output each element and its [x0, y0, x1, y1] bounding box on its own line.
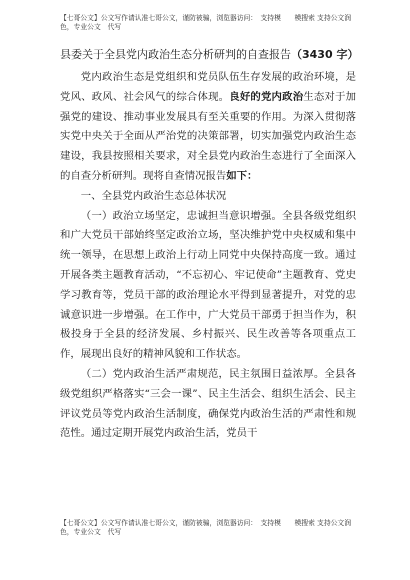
document-body [60, 68, 356, 444]
title-text: 县委关于全县党内政治生态分析研判的自查报告 [60, 48, 291, 61]
intro-text-2: 生态对于加强党的建设、推动事业发展具有至关重要的作用。为深入贯彻落实党中央关于全面从严治党的决策部署，切实加强党内政治生态建设，我县按照相关要求，对全县党内政治生态进行了全面深入的自查分析研判。现将自查情况报告 [60, 90, 356, 182]
footer-watermark: 【七哥公文】公文写作请认准七哥公文，谨防被骗，浏览器访问： 支持模 模搜索 支持公文润色，专业公文 代写 [60, 519, 352, 536]
intro-paragraph [60, 68, 356, 187]
paragraph-political-stance: （一）政治立场坚定，忠诚担当意识增强。全县各级党组织和广大党员干部始终坚定政治立场，坚决维护党中央权威和集中统一领导，在思想上政治上行动上同党中央保持高度一致。通过开展各类主题教育活动，“不忘初心、牢记使命”主题教育、党史学习教育等，党员干部的政治理论水平得到显著提升，对党的忠诚意识进一步增强。在工作中，广大党员干部勇于担当作为，积极投身于全县的经济发展、乡村振兴、民生改善等各项重点工作，展现出良好的精神风貌和工作状态。 [60, 209, 356, 361]
intro-end-bold: 如下： [226, 169, 258, 182]
section-heading: 一、全县党内政治生态总体状况 [80, 189, 227, 202]
document-title [60, 48, 360, 62]
word-count: （3430 字） [291, 48, 359, 61]
intro-bold: 良好的党内政治 [229, 90, 304, 103]
paragraph-party-life: （二）党内政治生活严肃规范，民主氛围日益浓厚。全县各级党组织严格落实“三会一课”、民主生活会、组织生活会、民主评议党员等党内政治生活制度，确保党内政治生活的严肃性和规范性。通过定期开展党内政治生活，党员干 [60, 367, 356, 440]
header-watermark: 【七哥公文】公文写作请认准七哥公文，谨防被骗，浏览器访问： 支持模 模搜索 支持公文润色，专业公文 代写 [60, 14, 352, 31]
intro-text: 党内政治生态是党组织和党员队伍生存发展的政治环境，是党风、政风、社会风气的综合体现。 [60, 71, 356, 103]
